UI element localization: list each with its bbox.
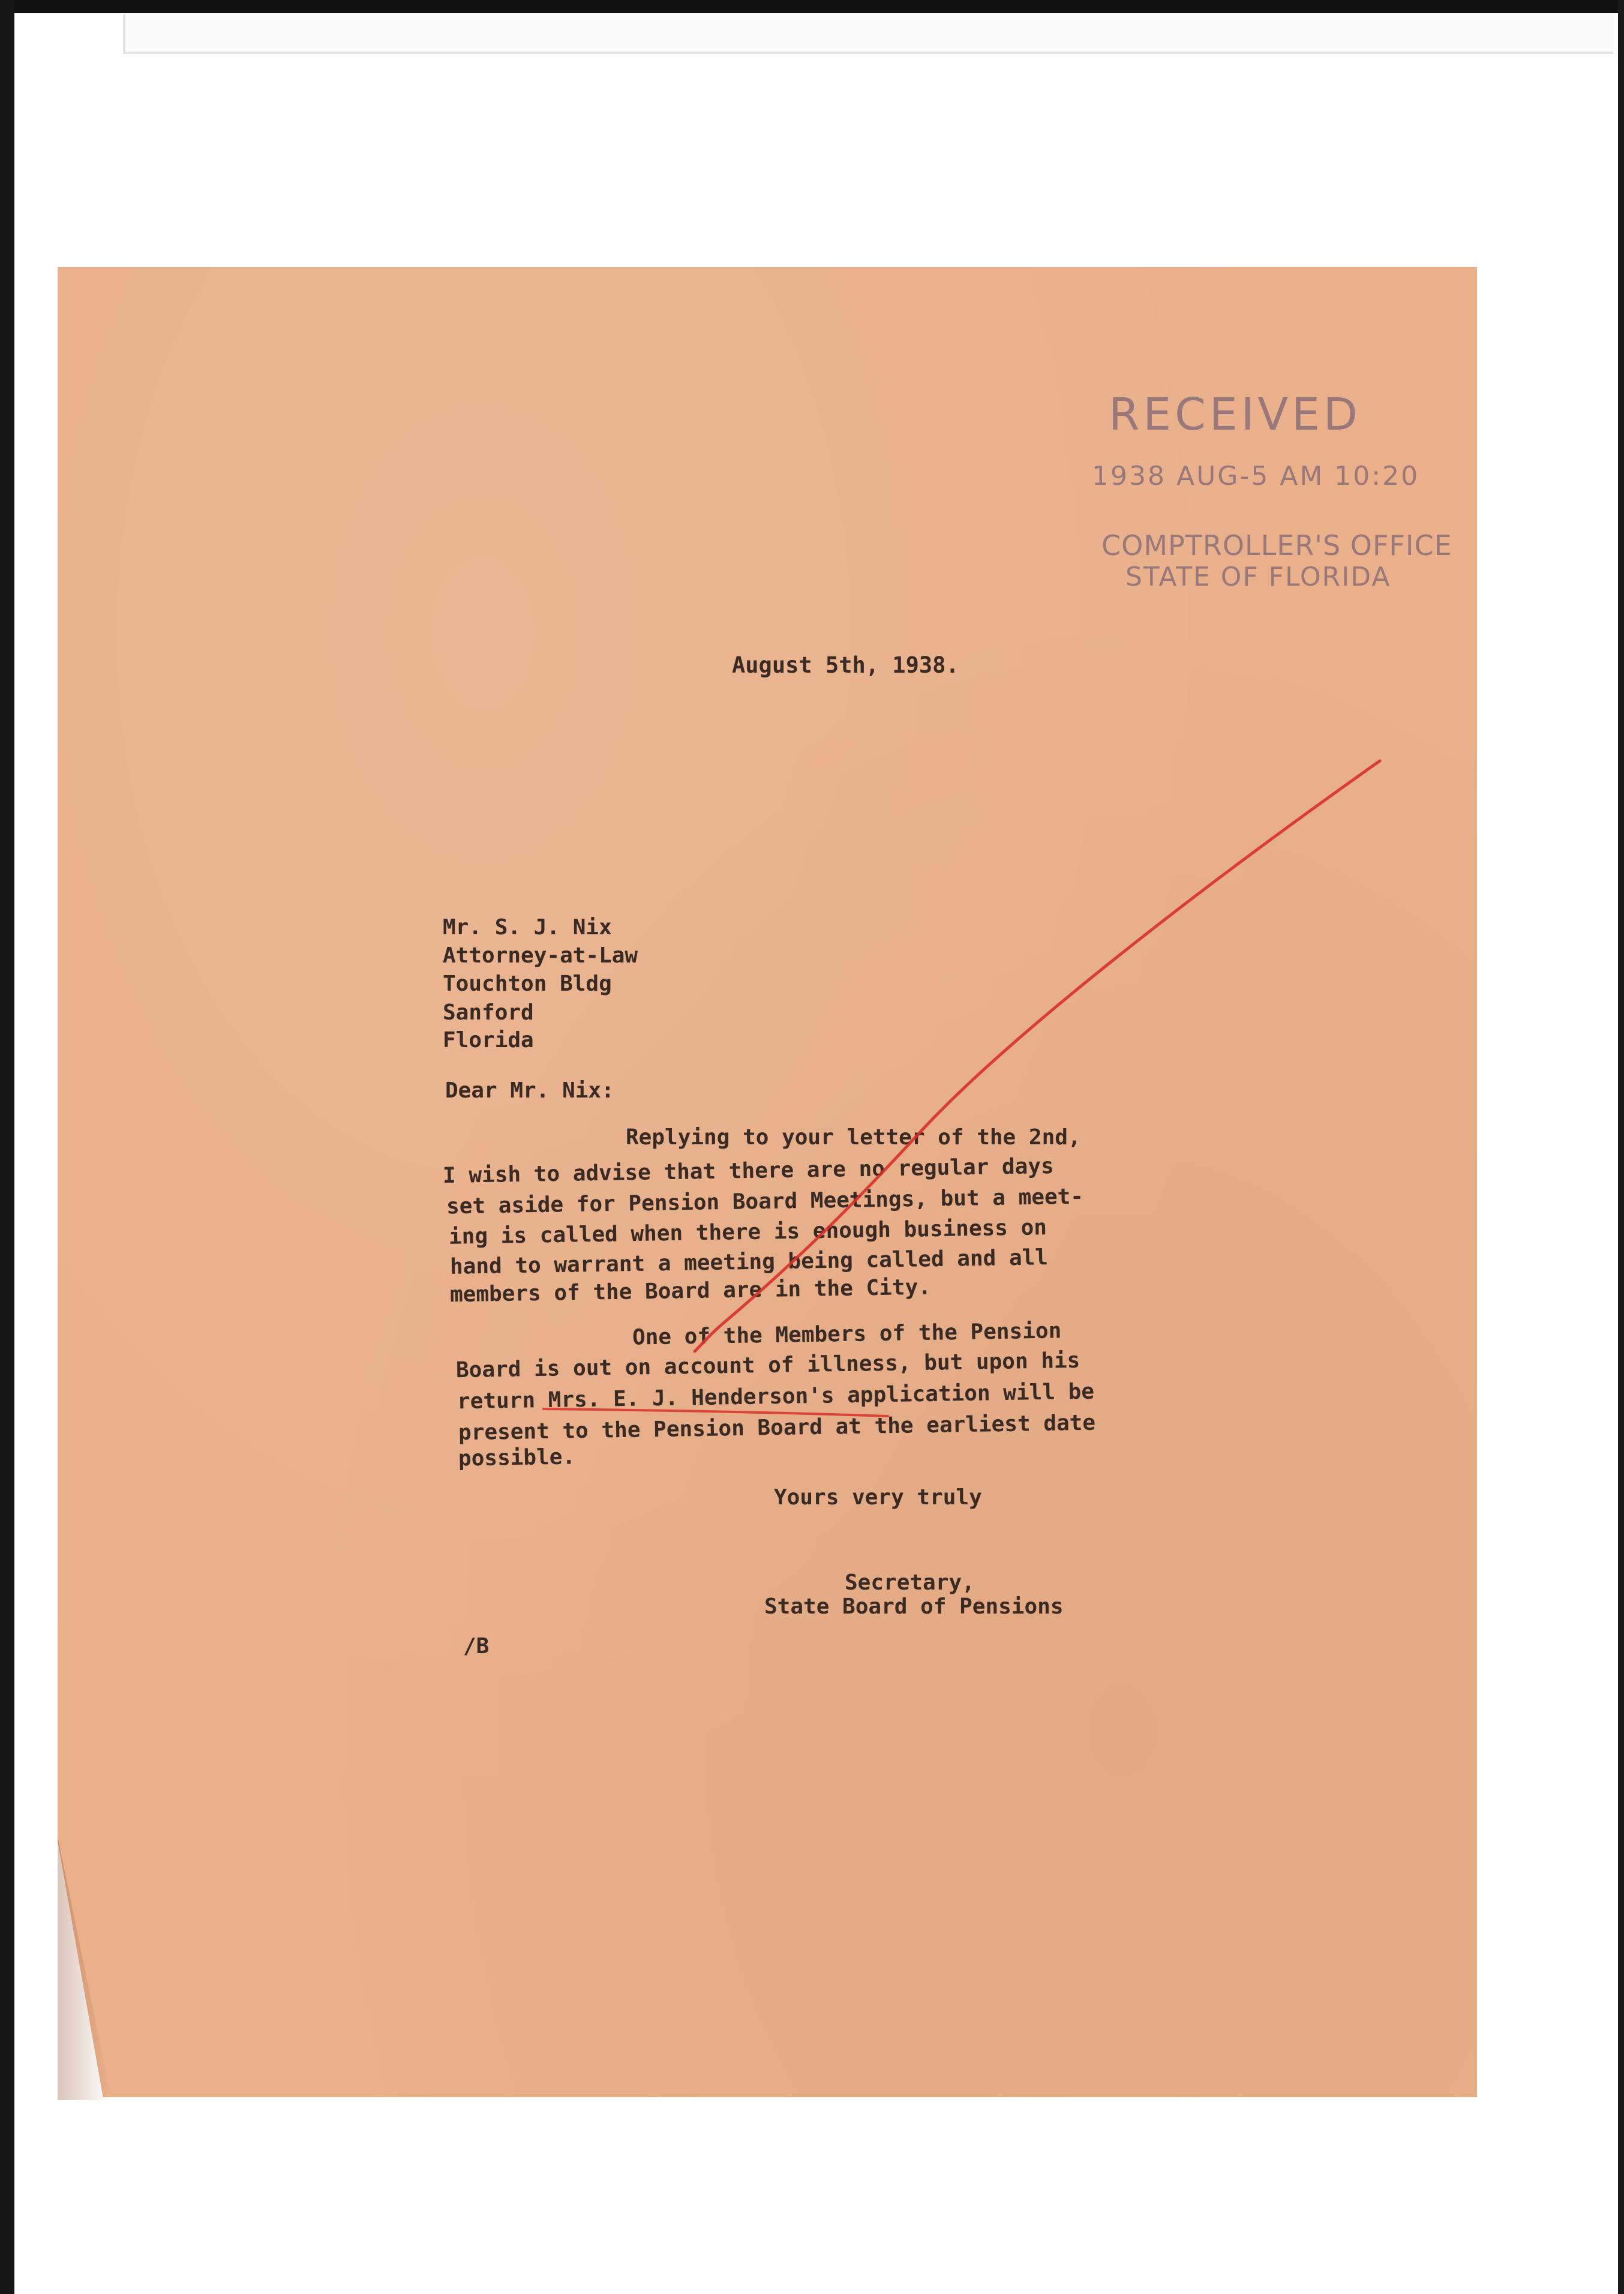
- paragraph-line: hand to warrant a meeting being called and all: [449, 1245, 1049, 1279]
- received-stamp-datetime: 1938 AUG-5 AM 10:20: [1092, 461, 1420, 491]
- received-stamp-state: STATE OF FLORIDA: [1125, 562, 1391, 592]
- letter-date: August 5th, 1938.: [732, 652, 959, 678]
- scan-border-top: [0, 0, 1624, 13]
- paragraph-line: present to the Pension Board at the earliest date: [458, 1410, 1096, 1446]
- recipient-line: Attorney-at-Law: [443, 943, 638, 968]
- received-stamp-office: COMPTROLLER'S OFFICE: [1101, 529, 1452, 562]
- scanner-backing-strip: [123, 14, 1613, 54]
- paragraph-line: set aside for Pension Board Meetings, but a meet-: [446, 1184, 1084, 1219]
- signature-title: Secretary,: [845, 1570, 975, 1595]
- paragraph-line: I wish to advise that there are no regular days: [442, 1154, 1054, 1188]
- recipient-line: Florida: [443, 1028, 534, 1052]
- salutation: Dear Mr. Nix:: [445, 1078, 614, 1103]
- closing: Yours very truly: [774, 1485, 982, 1510]
- scan-border-left: [0, 0, 14, 2294]
- paragraph-line: Board is out on account of illness, but upon his: [455, 1348, 1080, 1383]
- paragraph-line: One of the Members of the Pension: [632, 1318, 1062, 1350]
- scan-border-right: [1618, 0, 1624, 2294]
- paragraph-line: Replying to your letter of the 2nd,: [626, 1125, 1081, 1150]
- paragraph-line: return Mrs. E. J. Henderson's application will be: [457, 1379, 1095, 1414]
- paragraph-line: members of the Board are in the City.: [449, 1275, 932, 1308]
- received-stamp-title: RECEIVED: [1109, 389, 1361, 440]
- signature-organization: State Board of Pensions: [764, 1594, 1064, 1619]
- paragraph-line: possible.: [458, 1444, 576, 1471]
- paragraph-line: ing is called when there is enough business on: [448, 1215, 1047, 1249]
- recipient-line: Touchton Bldg: [443, 971, 612, 996]
- recipient-line: Mr. S. J. Nix: [443, 915, 612, 940]
- recipient-line: Sanford: [443, 1000, 534, 1025]
- typist-initials: /B: [463, 1634, 490, 1659]
